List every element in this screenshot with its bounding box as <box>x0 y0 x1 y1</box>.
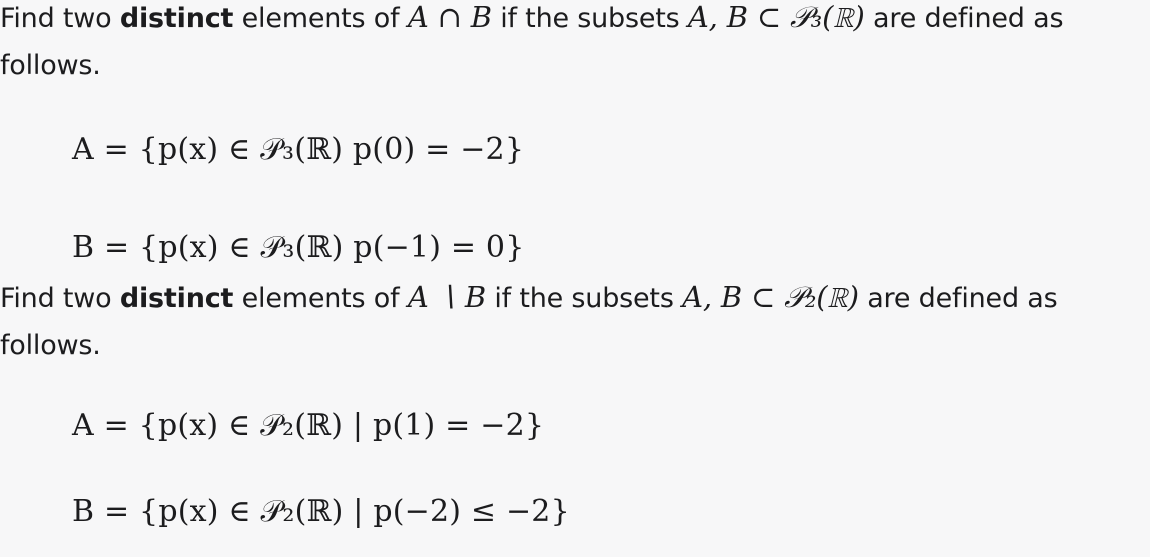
problem-2-intro: Find two <box>0 283 120 314</box>
problem-2-bold: distinct <box>119 283 234 314</box>
problem-1-intro-mid: elements of <box>233 3 408 34</box>
problem-2-equation-a: A = {p(x) ∈ 𝒫₂(ℝ) | p(1) = −2} <box>72 408 545 443</box>
problem-1-equation-a: A = {p(x) ∈ 𝒫₃(ℝ) p(0) = −2} <box>72 132 525 167</box>
problem-1-subsets: A, B ⊂ 𝒫₃(ℝ) <box>687 0 865 34</box>
problem-2-text <box>0 274 1150 369</box>
problem-2-subsets: A, B ⊂ 𝒫₂(ℝ) <box>682 280 859 314</box>
problem-2-intro-mid: elements of <box>233 283 408 314</box>
problem-2-intro-after: if the subsets <box>485 283 683 314</box>
problem-1-set-expr: A ∩ B <box>407 0 492 34</box>
problem-1-equation-b: B = {p(x) ∈ 𝒫₃(ℝ) p(−1) = 0} <box>72 230 525 265</box>
problem-1-intro-after: if the subsets <box>491 3 688 34</box>
problem-1-text <box>0 0 1150 89</box>
problem-2-intro-end: are defined as follows. <box>0 283 1058 361</box>
problem-1-bold: distinct <box>119 3 234 34</box>
problem-2-equation-b: B = {p(x) ∈ 𝒫₂(ℝ) | p(−2) ≤ −2} <box>72 494 570 529</box>
problem-2-set-expr: A ∖ B <box>407 280 486 314</box>
problem-1-intro-end: are defined as follows. <box>0 3 1064 81</box>
problem-1-intro: Find two <box>0 3 120 34</box>
